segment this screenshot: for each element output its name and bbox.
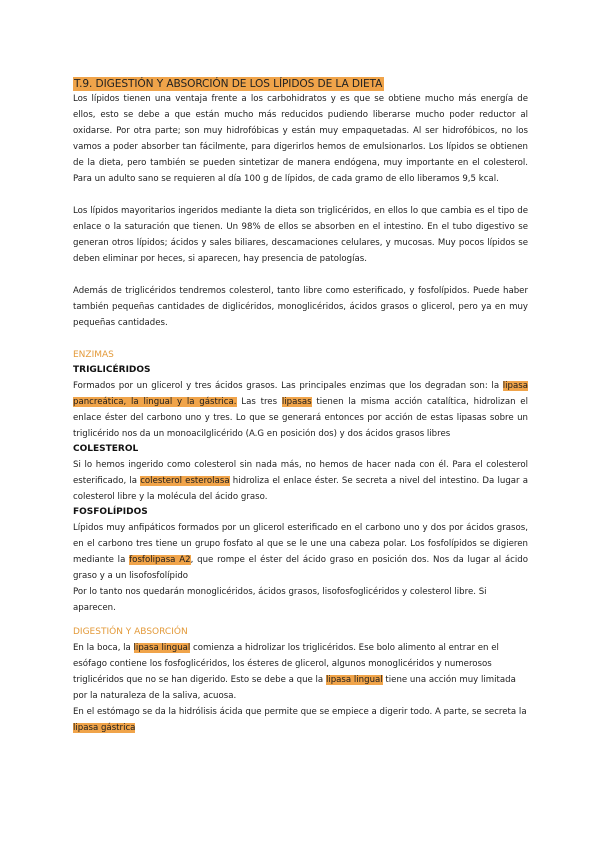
text: , que rompe el éster del ácido graso en posición dos. Nos da lugar al ácido graso y a un lisofosfolípido bbox=[73, 555, 528, 581]
section-heading-digestion: DIGESTIÓN Y ABSORCIÓN bbox=[73, 627, 188, 637]
text: comienza a hidrolizar los triglicéridos. Ese bolo alimento al entrar en el esófago contiene los fosfoglicéridos, los ésteres de glicerol, algunos monoglicéridos y numerosos triglicéridos que no se han digerido. Esto se debe a que la bbox=[73, 643, 499, 685]
paragraph-other-lipids: Además de triglicéridos tendremos colesterol, tanto libre como esterificado, y fosfolípidos. Puede haber también pequeñas cantidades de diglicéridos, monoglicéridos, ácidos grasos o glicerol, pero ya en muy pequeñas cantidades. bbox=[73, 286, 528, 328]
paragraph-digestion-boca bbox=[73, 640, 528, 704]
highlight: colesterol esterolasa bbox=[140, 476, 230, 486]
subheading-fosfolipidos: FOSFOLÍPIDOS bbox=[73, 507, 148, 517]
text: hidroliza el enlace éster. Se secreta a nivel del intestino. Da lugar a colesterol libre y la molécula del ácido graso. bbox=[73, 476, 529, 502]
text: Formados por un glicerol y tres ácidos grasos. Las principales enzimas que los degradan son: la bbox=[73, 381, 503, 391]
spacer bbox=[73, 616, 528, 624]
spacer bbox=[73, 187, 528, 203]
paragraph-digestion-estomago bbox=[73, 704, 528, 736]
paragraph-triglycerides-overview: Los lípidos mayoritarios ingeridos mediante la dieta son triglicéridos, en ellos lo que cambia es el tipo de enlace o la saturación que tienen. Un 98% de ellos se absorben en el intestino. En el tubo digestivo se generan otros lípidos; ácidos y sales biliares, descamaciones celulares, y mucosas. Muy pocos lípidos se deben eliminar por heces, si aparecen, hay presencia de patologías. bbox=[73, 206, 528, 264]
paragraph-colesterol bbox=[73, 457, 528, 505]
highlight: lipasa lingual bbox=[133, 643, 191, 653]
highlight: lipasa pancreática, la lingual y la gástrica. bbox=[73, 381, 528, 407]
paragraph-trigliceridos bbox=[73, 378, 528, 442]
page-title: T.9. DIGESTIÓN Y ABSORCIÓN DE LOS LÍPIDOS DE LA DIETA bbox=[74, 78, 383, 90]
spacer bbox=[73, 267, 528, 283]
text: En la boca, la bbox=[73, 643, 134, 653]
text: Lípidos muy anfipáticos formados por un glicerol esterificado en el carbono uno y dos por ácidos grasos, en el carbono tres tiene un grupo fosfato al que se le une una cabeza polar. Los fosfolípidos se digieren mediante la bbox=[73, 523, 528, 565]
paragraph-fosfolipidos bbox=[73, 520, 528, 584]
highlight: lipasa gástrica bbox=[73, 723, 136, 733]
text: En el estómago se da la hidrólisis ácida que permite que se empiece a digerir todo. A parte, se secreta la bbox=[73, 707, 527, 717]
section-heading-enzimas: ENZIMAS bbox=[73, 350, 114, 360]
text: Las tres bbox=[236, 397, 282, 407]
subheading-colesterol: COLESTEROL bbox=[73, 444, 139, 454]
document-page bbox=[73, 72, 528, 736]
text: tiene una acción muy limitada por la naturaleza de la saliva, acuosa. bbox=[73, 675, 516, 701]
highlight: lipasa lingual bbox=[325, 675, 383, 685]
text: tienen la misma acción catalítica, hidrolizan el enlace éster del carbono uno y tres. Lo que se generará entonces por acción de estas lipasas sobre un triglicérido nos da un monoacilglicérido (A.G en posición dos) y dos ácidos grasos libres bbox=[73, 397, 528, 439]
highlight: fosfolipasa A2 bbox=[129, 555, 191, 565]
highlight: lipasas bbox=[281, 397, 312, 407]
spacer bbox=[73, 331, 528, 347]
text: Si lo hemos ingerido como colesterol sin nada más, no hemos de hacer nada con él. Para el colesterol esterificado, la bbox=[73, 460, 528, 486]
paragraph-summary: Por lo tanto nos quedarán monoglicéridos, ácidos grasos, lisofosfoglicéridos y colesterol libre. Si aparecen. bbox=[73, 587, 487, 613]
intro-paragraph: Los lípidos tienen una ventaja frente a los carbohidratos y es que se obtiene mucho más energía de ellos, esto se debe a que están mucho más reducidos pudiendo liberarse mucho poder reductor al oxidarse. Por otra parte; son muy hidrofóbicas y están muy empaquetadas. Al ser hidrofóbicos, no los vamos a poder absorber tan fácilmente, para digerirlos hemos de emulsionarlos. Los lípidos se obtienen de la dieta, pero también se pueden sintetizar de manera endógena, muy importante en el colesterol. Para un adulto sano se requieren al día 100 g de lípidos, de cada gramo de ello liberamos 9,5 kcal. bbox=[73, 94, 528, 184]
subheading-trigliceridos: TRIGLICÉRIDOS bbox=[73, 365, 151, 375]
